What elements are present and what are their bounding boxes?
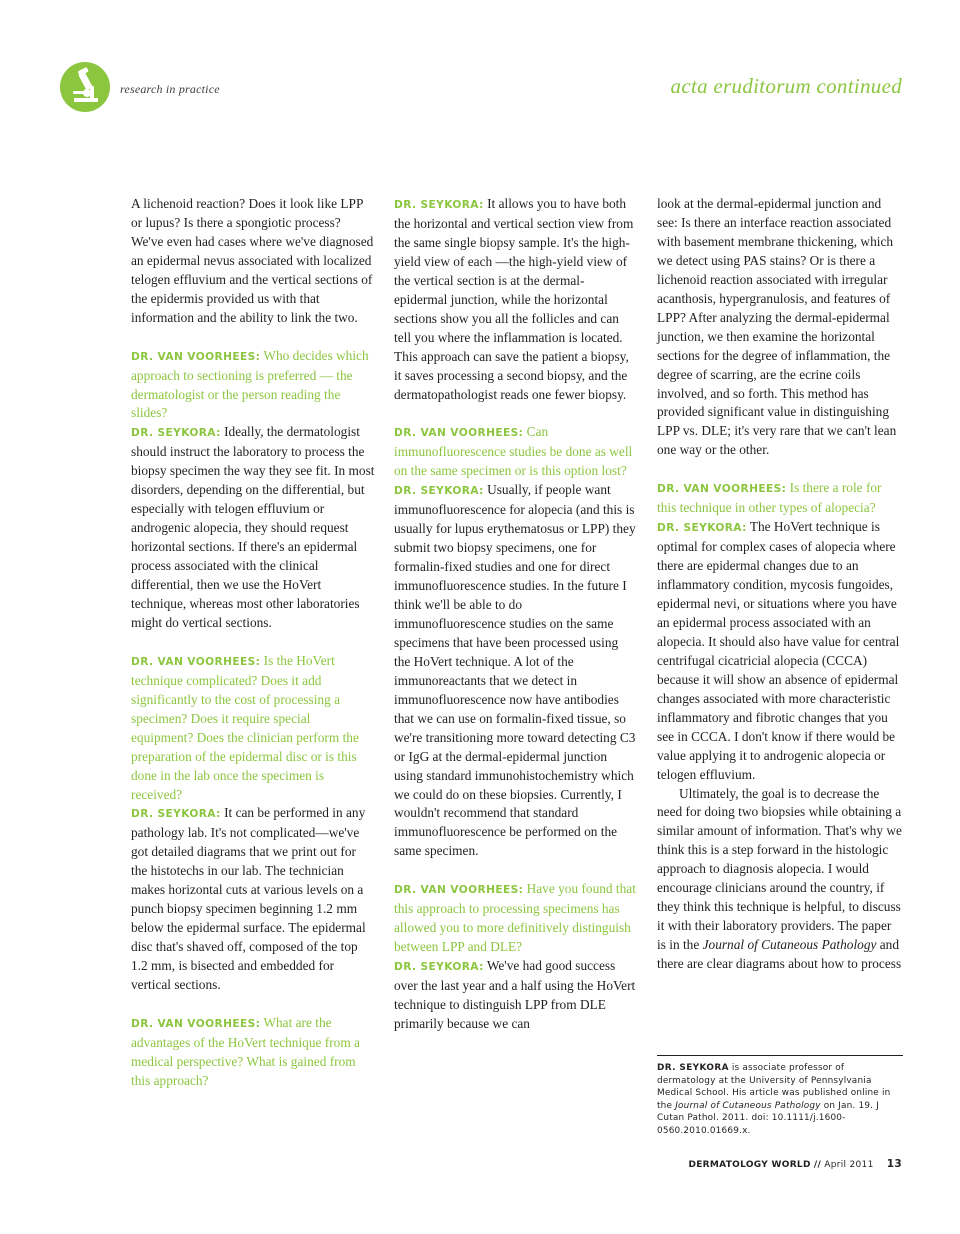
page-number: 13 — [886, 1158, 902, 1170]
bio-name: DR. SEYKORA — [657, 1063, 729, 1073]
interviewer-question — [131, 652, 375, 805]
footer-separator: // — [813, 1160, 822, 1170]
page-footer — [688, 1158, 902, 1170]
answer-text: It can be performed in any pathology lab. It's not complicated—we've got detailed diagrams that we print out for the histotechs in our lab. The technician makes horizontal cuts at various levels on a punch biopsy specimen beginning 1.2 mm below the epidermal surface. The epidermal disc that's shaved off, composed of the top 1.2 mm, is bisected and embedded for vertical sections. — [131, 805, 366, 993]
interviewer-question — [394, 880, 636, 957]
expert-answer — [394, 957, 636, 1034]
expert-answer — [131, 804, 375, 995]
section-label: research in practice — [120, 82, 220, 96]
speaker-label: DR. SEYKORA: — [131, 808, 221, 821]
bio-citation: on Jan. 19. J Cutan Pathol. 2011. doi: 10.1111/j.1600-0560.2010.01669.x. — [657, 1100, 880, 1136]
speaker-label: DR. VAN VOORHEES: — [131, 350, 261, 363]
question-text: Who decides which approach to sectioning is preferred — the dermatologist or the person reading the slides? — [131, 347, 369, 421]
question-text: Is there a role for this technique in other types of alopecia? — [657, 480, 882, 516]
question-text: Have you found that this approach to processing specimens has allowed you to more definitively distinguish between LPP and DLE? — [394, 881, 636, 955]
continued-heading: acta eruditorum continued — [670, 74, 902, 98]
paragraph-text: Ultimately, the goal is to decrease the need for doing two biopsies while obtaining a similar amount of information. That's why we think this is a step forward in the histologic approach to diagnosis alopecia. I would encourage clinicians around the country, if they think this technique is helpful, to discuss it with their laboratory providers. The paper is in the — [657, 785, 902, 953]
answer-text: We've had good success over the last year and a half using the HoVert technique to distinguish LPP from DLE primarily because we can — [394, 958, 636, 1031]
answer-text: Usually, if people want immunofluorescence for alopecia (and this is usually for lupus erythematosus or LPP) they submit two biopsy specimens, one for formalin-fixed studies and one for direct immunofluorescence studies. In the future I think we'll be able to do immunofluorescence studies on the same specimens that have been processed using the HoVert technique. A lot of the immunoreactants that we detect in immunofluorescence now have antibodies that we can use on formalin-fixed tissue, so we're transitioning more toward detecting C3 or IgG at the dermal-epidermal junction using standard immunohistochemistry which we could do on these biopsies. Currently, I wouldn't recommend that standard immunofluorescence be performed on the same specimen. — [394, 482, 636, 859]
body-paragraph — [657, 785, 903, 975]
bio-text: is associate professor of dermatology at the University of Pennsylvania Medical School. His article was published online in the — [657, 1063, 891, 1111]
interviewer-question — [131, 1014, 375, 1091]
speaker-label: DR. SEYKORA: — [131, 427, 221, 440]
expert-answer — [131, 423, 375, 632]
paragraph-text: and there are clear diagrams about how to process — [657, 937, 902, 972]
body-paragraph: look at the dermal-epidermal junction and see: Is there an interface reaction associated with basement membrane thickening, which we detect using PAS stains? Or is there a lichenoid reaction associated with irregular acanthosis, hypergranulosis, and features of LPP? After analyzing the dermal-epidermal junction, we then examine the horizontal sections for the degree of inflammation, the degree of scarring, are the ecrine coils involved, and so forth. This method has provided significant value in distinguishing LPP vs. DLE; it's very rare that we can't lean one way or the other. — [657, 196, 897, 458]
question-text: Can immunofluorescence studies be done as well on the same specimen or is this option lost? — [394, 424, 633, 479]
publication-name: DERMATOLOGY WORLD — [688, 1160, 811, 1170]
interviewer-question — [394, 423, 636, 481]
expert-answer — [394, 195, 636, 404]
bio-journal: Journal of Cutaneous Pathology — [675, 1100, 821, 1111]
speaker-label: DR. SEYKORA: — [657, 522, 747, 535]
section-logo — [60, 62, 110, 112]
body-paragraph: A lichenoid reaction? Does it look like LPP or lupus? Is there a spongiotic process? We've even had cases where we've diagnosed an epidermal nevus associated with localized telogen effluvium and the vertical sections of the epidermis provided us with that information and the ability to link the two. — [131, 196, 374, 325]
microscope-icon — [60, 62, 110, 112]
expert-answer — [394, 481, 636, 861]
expert-answer — [657, 518, 903, 784]
author-bio — [657, 1062, 903, 1138]
article-column-2 — [394, 195, 636, 1034]
speaker-label: DR. VAN VOORHEES: — [394, 884, 524, 897]
speaker-label: DR. VAN VOORHEES: — [131, 655, 261, 668]
answer-text: Ideally, the dermatologist should instruct the laboratory to process the biopsy specimen the way they see fit. In most disorders, depending on the differential, but especially with telogen effluvium or androgenic alopecia, they should request horizontal sections. If there's an epidermal process associated with the clinical differential, then we use the HoVert technique, whereas most other laboratories might do vertical sections. — [131, 424, 375, 630]
speaker-label: DR. VAN VOORHEES: — [394, 427, 524, 440]
question-text: What are the advantages of the HoVert technique from a medical perspective? What is gained from this approach? — [131, 1014, 360, 1088]
answer-text: The HoVert technique is optimal for complex cases of alopecia where there are epidermal changes due to an inflammatory condition, mycosis fungoides, epidermal nevi, or situations where you have an epidermal process associated with an alopecia. It should also have value for central centrifugal cicatricial alopecia (CCCA) because it will show an absence of epidermal changes associated with more characteristic inflammatory and fibrotic changes that you see in CCCA. I don't know if there would be value applying it to androgenic alopecia or telogen effluvium. — [657, 519, 900, 782]
issue-date: April 2011 — [824, 1160, 874, 1170]
bio-divider — [657, 1055, 903, 1056]
speaker-label: DR. SEYKORA: — [394, 485, 484, 498]
speaker-label: DR. SEYKORA: — [394, 961, 484, 974]
answer-text: It allows you to have both the horizontal and vertical section view from the same single biopsy sample. It's the high-yield view of each —the high-yield view of the vertical section is at the dermal-epidermal junction, while the horizontal sections show you all the follicles and can tell you where the inflammation is located. This approach can save the patient a biopsy, it saves processing a second biopsy, and the dermatopathologist reads one fewer biopsy. — [394, 196, 634, 402]
interviewer-question — [657, 479, 903, 518]
article-column-3 — [657, 195, 903, 974]
journal-title: Journal of Cutaneous Pathology — [702, 937, 877, 953]
interviewer-question — [131, 347, 375, 424]
article-column-1 — [131, 195, 375, 1091]
speaker-label: DR. VAN VOORHEES: — [131, 1017, 261, 1030]
speaker-label: DR. SEYKORA: — [394, 199, 484, 211]
question-text: Is the HoVert technique complicated? Does it add significantly to the cost of processing a specimen? Does it require special equipment? Does the clinician perform the preparation of the epidermal disc or is this done in the lab once the specimen is received? — [131, 652, 359, 802]
speaker-label: DR. VAN VOORHEES: — [657, 483, 787, 496]
